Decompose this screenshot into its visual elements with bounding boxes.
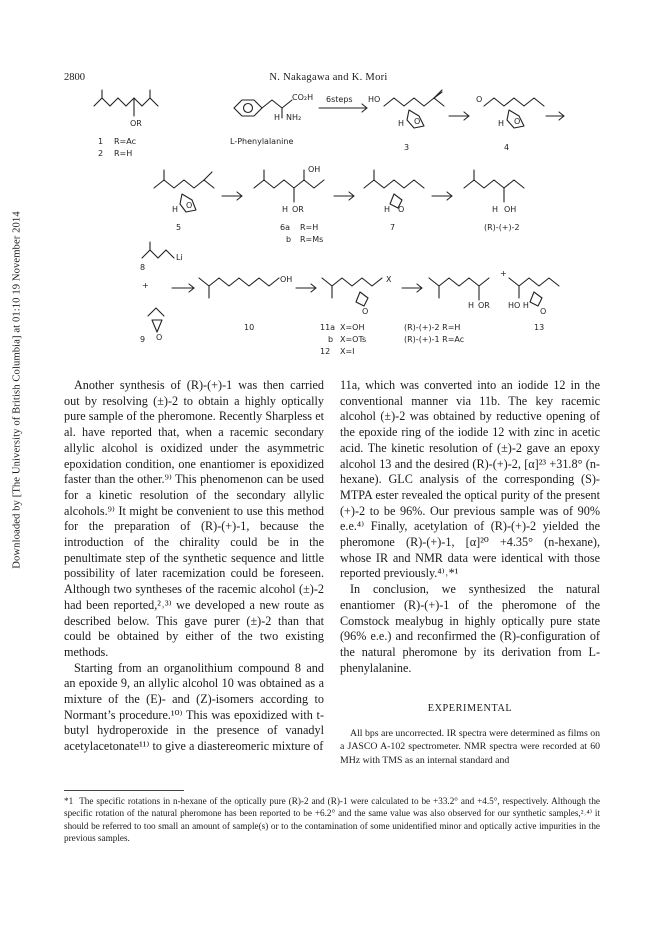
paragraph-organolithium: Starting from an organolithium compound 8 and an epoxide 9, an allylic alcohol 10 was obtained as a mixture of the (E)- and (Z)-isomers according to Normant’s procedure.¹⁰⁾ This was epoxidized with t-butyl hydroperoxide in the presence of vanadyl acetylacetonate¹¹⁾ to give a diastereomeric mixture of — [64, 660, 324, 754]
label-H-1: H — [274, 113, 281, 122]
label-O-4b: O — [514, 117, 521, 126]
label-compound-9: 9 — [140, 335, 146, 344]
label-O-11: O — [362, 307, 369, 316]
label-compound-13: 13 — [534, 323, 545, 332]
footnote-marker: *1 — [64, 796, 74, 806]
label-X-OTs: X=OTs — [340, 335, 367, 344]
label-R-H: R=H — [114, 149, 133, 158]
label-O-5: O — [186, 201, 193, 210]
paragraph-iodide: 11a, which was converted into an iodide 12 in the conventional manner via 11b. The key racemic alcohol (±)-2 was obtained by reductive opening of the epoxide ring of the iodide 12 with zinc in acetic acid. The kinetic resolution of (±)-2 gave an epoxy alcohol 13 and the desired (R)-(+)-2, [α]²³ +31.8° (n-hexane). GLC analysis of the corresponding (S)-MTPA ester revealed the optical purity of the present (+)-2 to be 96%. Our previous sample was of 90% e.e.⁴⁾ Finally, acetylation of (R)-(+)-2 yielded the pheromone (R)-(+)-1, [α]²⁰ +4.35° (n-hexane), whose IR and NMR data were identical with those reported previously.⁴⁾˒*¹ — [340, 378, 600, 581]
scheme-labels — [98, 93, 546, 356]
structure-phenylalanine — [234, 100, 292, 118]
label-R-plus-2: (R)-(+)-2 — [484, 223, 520, 232]
label-O-3: O — [414, 117, 421, 126]
label-H-R12: H — [468, 301, 475, 310]
structure-8 — [142, 242, 174, 258]
label-X-I: X=I — [340, 347, 355, 356]
label-OH-10: OH — [280, 275, 293, 284]
paragraph-conclusion: In conclusion, we synthesized the natural enantiomer (R)-(+)-1 of the pheromone of the Comstock mealybug in highly optically pure state (96% e.e.) and reconfirmed the (R)-configuration of the natural pheromone by its derivation from L-phenylalanine. — [340, 582, 600, 675]
structure-1-2 — [94, 90, 158, 116]
experimental-text: All bps are uncorrected. IR spectra were determined as films on a JASCO A-102 spectrometer. NMR spectra were recorded at 60 MHz with TMS as an internal standard and — [340, 728, 600, 766]
label-O-7: O — [398, 205, 405, 214]
download-notice: Downloaded by [The University of British Columbia] at 01:10 19 November 2014 — [11, 211, 23, 569]
label-compound-7: 7 — [390, 223, 396, 232]
structure-11 — [322, 278, 382, 306]
label-compound-1: 1 — [98, 137, 104, 146]
label-compound-6b: b — [286, 235, 292, 244]
label-Li: Li — [176, 253, 183, 262]
label-OR-6: OR — [292, 205, 304, 214]
page-number: 2800 — [64, 72, 85, 83]
label-R-H-6: R=H — [300, 223, 319, 232]
label-compound-6a: 6a — [280, 223, 290, 232]
download-watermark — [4, 150, 30, 630]
structure-7 — [364, 170, 424, 208]
label-H-6: H — [282, 205, 289, 214]
label-O-13: O — [540, 307, 547, 316]
label-OR-R12: OR — [478, 301, 490, 310]
structure-5 — [154, 170, 214, 212]
label-X: X — [386, 275, 392, 284]
label-plus-1: + — [142, 281, 149, 290]
experimental-heading: EXPERIMENTAL — [427, 703, 513, 715]
label-compound-12: 12 — [320, 347, 331, 356]
label-O-4: O — [476, 95, 483, 104]
label-R-Ms: R=Ms — [300, 235, 324, 244]
label-X-OH: X=OH — [340, 323, 365, 332]
structure-R-1-2 — [429, 278, 489, 300]
footnote-text: The specific rotations in n-hexane of the optically pure (R)-2 and (R)-1 were calculated to be +33.2° and +4.5°, respectively. Although the specific rotation of the natural pheromone has been reported to be +6.2° and the same value was also observed for our synthetic samples,²˒⁴⁾ it should be referred to too small an amount of sample(s) or to the contamination of some unidentified minor and optically active impurities in the previous samples. — [64, 796, 600, 843]
label-OR: OR — [130, 119, 142, 128]
label-compound-4: 4 — [504, 143, 510, 152]
right-column — [340, 378, 600, 767]
label-H-7: H — [384, 205, 391, 214]
label-R2-RH: (R)-(+)-2 R=H — [404, 323, 461, 332]
label-NH2: NH₂ — [286, 113, 302, 122]
structure-9 — [148, 308, 164, 332]
label-6steps: 6steps — [326, 95, 353, 104]
left-column — [64, 378, 324, 755]
label-H-5: H — [172, 205, 179, 214]
label-OH-R2: OH — [504, 205, 517, 214]
label-compound-10: 10 — [244, 323, 255, 332]
label-compound-5: 5 — [176, 223, 182, 232]
label-R1-RAc: (R)-(+)-1 R=Ac — [404, 335, 465, 344]
structure-6 — [254, 170, 324, 202]
reaction-scheme — [64, 88, 594, 370]
label-CO2H: CO₂H — [292, 93, 314, 102]
footnote — [64, 795, 600, 844]
label-H-3: H — [398, 119, 405, 128]
footnote-rule — [64, 790, 184, 791]
label-compound-11a: 11a — [320, 323, 336, 332]
structure-R-2 — [464, 170, 524, 202]
label-O-9: O — [156, 333, 163, 342]
paragraph-resolution: Another synthesis of (R)-(+)-1 was then carried out by resolving (±)-2 to obtain a highly optically pure sample of the pheromone. Recently Sharpless et al. have reported that, when a racemic secondary allylic alcohol is oxidized under the asymmetric epoxidation condition, one enantiomer is epoxidized faster than the other.⁹⁾ This phenomenon can be used for a kinetic resolution of the secondary allylic alcohols.⁹⁾ It might be convenient to use this method for the preparation of (R)-(+)-1, because the introduction of the chirality could be in the penultimate step of the synthetic sequence and little possibility of later racemization could be foreseen. Although two syntheses of the racemic alcohol (±)-2 had been reported,²˒³⁾ we developed a new route as described below. This gave purer (±)-2 than that could be obtained by either of the two existing methods. — [64, 378, 324, 659]
label-phenylalanine: L-Phenylalanine — [230, 137, 294, 146]
running-head-authors: N. Nakagawa and K. Mori — [269, 72, 388, 83]
label-HO-H-13: HO H — [508, 301, 529, 310]
label-compound-8: 8 — [140, 263, 146, 272]
label-H-4: H — [498, 119, 505, 128]
label-H-R2: H — [492, 205, 499, 214]
label-OH-6: OH — [308, 165, 321, 174]
label-compound-2: 2 — [98, 149, 104, 158]
label-plus-2: + — [500, 269, 507, 278]
label-compound-3: 3 — [404, 143, 410, 152]
structure-10 — [199, 278, 279, 298]
label-compound-11b: b — [328, 335, 334, 344]
label-R-Ac: R=Ac — [114, 137, 136, 146]
label-HO-3: HO — [368, 95, 381, 104]
